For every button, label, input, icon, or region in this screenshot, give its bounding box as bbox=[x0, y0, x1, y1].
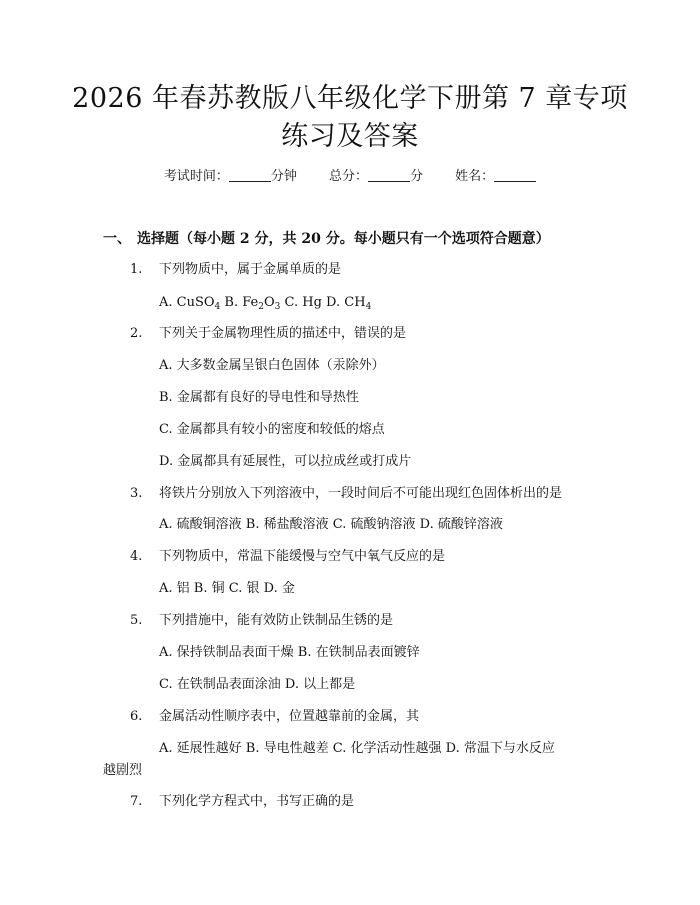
question-5-number: 5. bbox=[130, 613, 143, 628]
question-2-option-a: A. 大多数金属呈银白色固体（汞除外） bbox=[159, 358, 385, 373]
total-score-blank bbox=[368, 168, 410, 182]
document-title bbox=[60, 80, 640, 156]
question-3-number: 3. bbox=[130, 486, 143, 501]
question-1-options: A. CuSO$_4$ B. $Fe_2O_3$ C. Hg D. $CH_4$ bbox=[159, 295, 372, 312]
student-name-label: 姓名： bbox=[455, 169, 495, 184]
question-7-number: 7. bbox=[130, 794, 143, 809]
total-score-unit: 分 bbox=[410, 169, 424, 184]
exam-time-blank bbox=[229, 168, 271, 182]
question-2-option-d: D. 金属都具有延展性，可以拉成丝或打成片 bbox=[159, 454, 412, 469]
section-title: 选择题（每小题 2 分，共 20 分。每小题只有一个选项符合题意） bbox=[137, 231, 550, 247]
question-5-text: 下列措施中，能有效防止铁制品生锈的是 bbox=[159, 613, 394, 628]
total-score-label: 总分： bbox=[328, 169, 368, 184]
question-2-text: 下列关于金属物理性质的描述中，错误的是 bbox=[159, 326, 407, 341]
title-line-1: 2026 年春苏教版八年级化学下册第 7 章专项 bbox=[72, 83, 628, 114]
question-6-options-line-1: A. 延展性越好 B. 导电性越差 C. 化学活动性越强 D. 常温下与水反应 bbox=[159, 741, 555, 756]
question-2-number: 2. bbox=[130, 326, 143, 341]
question-6-number: 6. bbox=[130, 709, 143, 724]
exam-time bbox=[164, 168, 297, 186]
question-3-options: A. 硫酸铜溶液 B. 稀盐酸溶液 C. 硫酸钠溶液 D. 硫酸锌溶液 bbox=[159, 517, 503, 532]
question-2-option-c: C. 金属都具有较小的密度和较低的熔点 bbox=[159, 422, 385, 437]
student-name-blank bbox=[494, 168, 536, 182]
student-name bbox=[455, 168, 536, 186]
question-3-text: 将铁片分别放入下列溶液中，一段时间后不可能出现红色固体析出的是 bbox=[159, 486, 563, 501]
question-6-options-line-2: 越剧烈 bbox=[103, 763, 143, 778]
total-score bbox=[329, 168, 423, 186]
title-line-2: 练习及答案 bbox=[281, 121, 419, 152]
question-1-number: 1. bbox=[130, 262, 143, 277]
question-1-text: 下列物质中，属于金属单质的是 bbox=[159, 262, 342, 277]
section-number: 一、 bbox=[103, 231, 131, 247]
question-5-options-line-2: C. 在铁制品表面涂油 D. 以上都是 bbox=[159, 677, 356, 692]
question-7-text: 下列化学方程式中，书写正确的是 bbox=[159, 794, 355, 809]
exam-time-unit: 分钟 bbox=[270, 169, 297, 184]
question-5-options-line-1: A. 保持铁制品表面干燥 B. 在铁制品表面镀锌 bbox=[159, 645, 420, 660]
question-6-text: 金属活动性顺序表中，位置越靠前的金属，其 bbox=[159, 709, 420, 724]
section-heading bbox=[103, 229, 550, 249]
question-4-options: A. 铝 B. 铜 C. 银 D. 金 bbox=[159, 581, 295, 596]
exam-info bbox=[0, 168, 700, 186]
question-4-text: 下列物质中，常温下能缓慢与空气中氧气反应的是 bbox=[159, 549, 446, 564]
exam-time-label: 考试时间： bbox=[163, 169, 229, 184]
question-4-number: 4. bbox=[130, 549, 143, 564]
question-2-option-b: B. 金属都有良好的导电性和导热性 bbox=[159, 390, 359, 405]
